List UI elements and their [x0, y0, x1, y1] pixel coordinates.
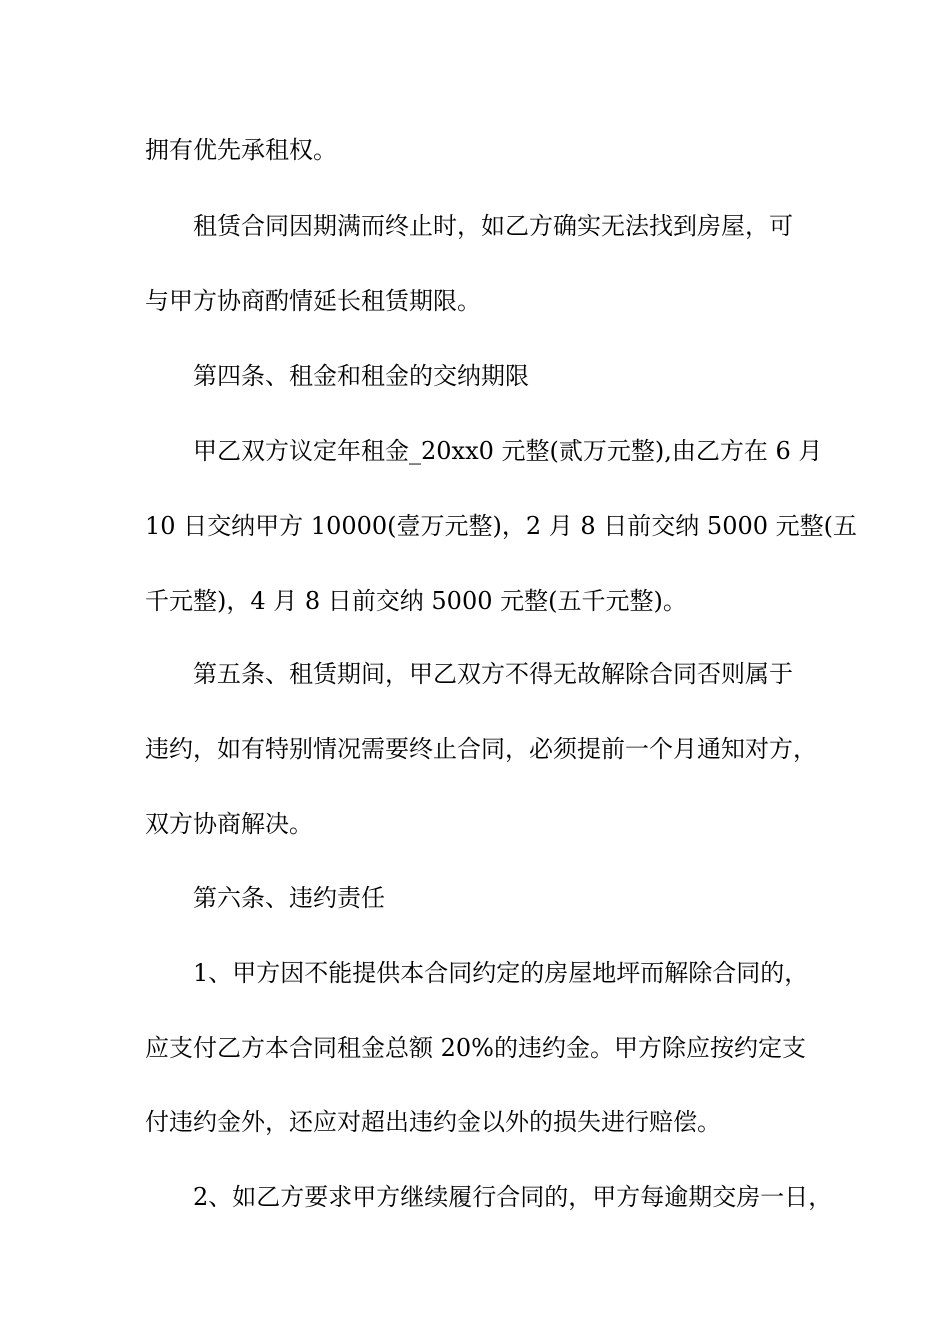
text-line-11: 第六条、违约责任: [193, 884, 385, 912]
text-line-13: 应支付乙方本合同租金总额 20%的违约金。甲方除应按约定支: [145, 1034, 806, 1062]
text-line-1: 拥有优先承租权。: [145, 136, 337, 164]
text-line-14: 付违约金外，还应对超出违约金以外的损失进行赔偿。: [145, 1108, 721, 1136]
text-line-3: 与甲方协商酌情延长租赁期限。: [145, 287, 481, 315]
text-line-2: 租赁合同因期满而终止时，如乙方确实无法找到房屋，可: [193, 212, 793, 240]
text-line-8: 第五条、租赁期间，甲乙双方不得无故解除合同否则属于: [193, 660, 793, 688]
text-line-12: 1、甲方因不能提供本合同约定的房屋地坪而解除合同的，: [193, 959, 809, 987]
text-line-9: 违约，如有特别情况需要终止合同，必须提前一个月通知对方，: [145, 735, 817, 763]
text-line-6: 10 日交纳甲方 10000(壹万元整)，2 月 8 日前交纳 5000 元整(五: [145, 512, 857, 540]
text-line-15: 2、如乙方要求甲方继续履行合同的，甲方每逾期交房一日，: [193, 1183, 833, 1211]
text-line-10: 双方协商解决。: [145, 810, 313, 838]
text-line-5: 甲乙双方议定年租金_20xx0 元整(贰万元整),由乙方在 6 月: [193, 437, 823, 465]
text-line-7: 千元整)，4 月 8 日前交纳 5000 元整(五千元整)。: [145, 587, 687, 615]
text-line-4: 第四条、租金和租金的交纳期限: [193, 362, 529, 390]
